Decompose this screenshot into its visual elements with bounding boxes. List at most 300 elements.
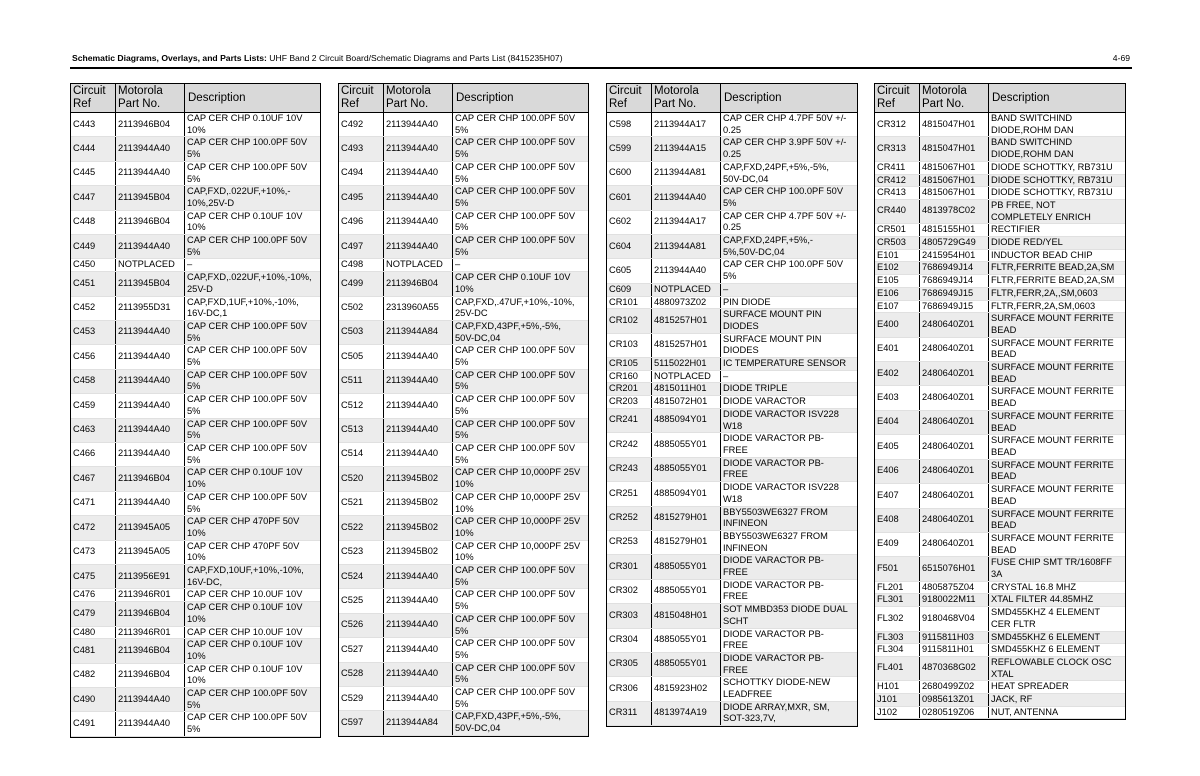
circuit-ref-cell: CR313 bbox=[875, 137, 920, 160]
description-cell: BBY5503WE6327 FROM INFINEON bbox=[723, 530, 828, 553]
part-number-cell: 7686949J14 bbox=[920, 275, 989, 287]
description-cell: CAP CER CHP 100.0PF 50V 5% bbox=[455, 210, 576, 233]
description-cell: CAP,FXD,24PF,+5%,-5%, 50V-DC,04 bbox=[723, 161, 830, 184]
description-cell: DIODE RED/YEL bbox=[991, 237, 1063, 248]
part-number-cell: 4885055Y01 bbox=[652, 555, 721, 578]
description-cell: CAP,FXD,43PF,+5%,-5%, 50V-DC,04 bbox=[455, 320, 562, 343]
table-header bbox=[71, 84, 320, 113]
part-number-cell: 7686949J15 bbox=[920, 301, 989, 313]
circuit-ref-cell: CR302 bbox=[607, 580, 652, 603]
table-row bbox=[875, 694, 1125, 707]
table-row bbox=[71, 589, 320, 602]
description-cell: CAP CER CHP 100.0PF 50V 5% bbox=[455, 369, 576, 392]
part-number-cell: 2113946B04 bbox=[116, 639, 185, 662]
circuit-ref-cell: E403 bbox=[875, 386, 920, 409]
circuit-ref-cell: E106 bbox=[875, 288, 920, 300]
table-row bbox=[607, 297, 857, 310]
circuit-ref-cell: CR251 bbox=[607, 482, 652, 505]
circuit-ref-cell: C447 bbox=[71, 186, 116, 209]
circuit-ref-cell: E404 bbox=[875, 411, 920, 434]
part-number-cell: 2113944A84 bbox=[384, 711, 453, 734]
description-cell: CAP CER CHP 100.0PF 50V 5% bbox=[187, 688, 308, 710]
circuit-ref-cell: CR201 bbox=[607, 383, 652, 395]
table-row bbox=[71, 370, 320, 394]
table-row bbox=[607, 309, 857, 333]
circuit-ref-cell: E407 bbox=[875, 484, 920, 507]
circuit-ref-cell: E402 bbox=[875, 362, 920, 385]
circuit-ref-cell: E107 bbox=[875, 301, 920, 313]
table-row bbox=[71, 272, 320, 296]
table-row bbox=[339, 297, 588, 321]
part-number-cell: 2113944A17 bbox=[652, 211, 721, 234]
part-number-cell: 4815067H01 bbox=[920, 187, 989, 199]
part-number-cell: 2113946B04 bbox=[116, 467, 185, 490]
description-cell: DIODE VARACTOR PB- FREE bbox=[723, 457, 824, 480]
description-cell: CAP CER CHP 100.0PF 50V 5% bbox=[455, 638, 576, 660]
circuit-ref-cell: C523 bbox=[339, 541, 384, 564]
description-cell: FLTR,FERRITE BEAD,2A,SM bbox=[991, 275, 1115, 286]
part-number-cell: NOTPLACED bbox=[384, 259, 453, 271]
circuit-ref-cell: C449 bbox=[71, 235, 116, 258]
circuit-ref-cell: CR305 bbox=[607, 653, 652, 676]
circuit-ref-cell: C525 bbox=[339, 589, 384, 612]
table-row bbox=[607, 235, 857, 259]
circuit-ref-cell: J101 bbox=[875, 694, 920, 706]
part-number-cell: 2113944A40 bbox=[384, 419, 453, 442]
part-number-cell: 4815257H01 bbox=[652, 334, 721, 357]
part-number-cell: 2113944A84 bbox=[384, 321, 453, 344]
circuit-ref-cell: C443 bbox=[71, 113, 116, 136]
description-cell: SMD455KHZ 6 ELEMENT bbox=[991, 631, 1101, 642]
part-number-cell: 2113944A40 bbox=[116, 394, 185, 417]
circuit-ref-cell: E401 bbox=[875, 338, 920, 361]
table-row bbox=[875, 338, 1125, 362]
circuit-ref-cell: E409 bbox=[875, 533, 920, 556]
description-cell: CAP CER CHP 100.0PF 50V 5% bbox=[187, 418, 308, 441]
table-row bbox=[71, 467, 320, 491]
part-number-cell: 4815279H01 bbox=[652, 507, 721, 530]
part-number-cell: 2113945B02 bbox=[384, 467, 453, 490]
circuit-ref-cell: CR306 bbox=[607, 677, 652, 700]
table-header bbox=[607, 84, 857, 113]
part-number-cell: 4885055Y01 bbox=[652, 433, 721, 456]
part-number-cell: 4815011H01 bbox=[652, 383, 721, 395]
part-number-cell: 4815072H01 bbox=[652, 396, 721, 408]
table-header bbox=[339, 84, 588, 113]
part-number-cell: 2113944A40 bbox=[116, 443, 185, 466]
circuit-ref-cell: C527 bbox=[339, 638, 384, 661]
table-row bbox=[875, 509, 1125, 533]
table-row bbox=[71, 541, 320, 565]
description-cell: – bbox=[723, 283, 729, 294]
part-number-cell: 2680499Z02 bbox=[920, 681, 989, 693]
page-header bbox=[72, 52, 1130, 64]
description-cell: DIODE VARACTOR PB- FREE bbox=[723, 652, 824, 675]
circuit-ref-cell: C524 bbox=[339, 565, 384, 588]
header-part-no: Motorola Part No. bbox=[652, 84, 721, 112]
description-cell: DIODE TRIPLE bbox=[723, 383, 788, 394]
description-cell: CAP CER CHP 0.10UF 10V 10% bbox=[455, 272, 571, 294]
circuit-ref-cell: C498 bbox=[339, 259, 384, 271]
part-number-cell: 4885094Y01 bbox=[652, 482, 721, 505]
description-cell: DIODE VARACTOR PB- FREE bbox=[723, 555, 824, 578]
circuit-ref-cell: CR252 bbox=[607, 507, 652, 530]
part-number-cell: 4815047H01 bbox=[920, 137, 989, 160]
part-number-cell: 4805729G49 bbox=[920, 237, 989, 249]
part-number-cell: 2480640Z01 bbox=[920, 313, 989, 336]
circuit-ref-cell: C514 bbox=[339, 443, 384, 466]
table-row bbox=[71, 627, 320, 640]
circuit-ref-cell: C505 bbox=[339, 345, 384, 368]
description-cell: SURFACE MOUNT PIN DIODES bbox=[723, 309, 822, 331]
part-number-cell: 2113946R01 bbox=[116, 627, 185, 639]
circuit-ref-cell: C599 bbox=[607, 137, 652, 160]
part-number-cell: 5115022H01 bbox=[652, 358, 721, 370]
description-cell: DIODE SCHOTTKY, RB731U bbox=[991, 161, 1113, 172]
circuit-ref-cell: C467 bbox=[71, 467, 116, 490]
part-number-cell: 2113946B04 bbox=[116, 113, 185, 136]
circuit-ref-cell: C473 bbox=[71, 541, 116, 564]
table-row bbox=[607, 211, 857, 235]
part-number-cell: 2480640Z01 bbox=[920, 386, 989, 409]
description-cell: CAP CER CHP 100.0PF 50V 5% bbox=[187, 137, 308, 160]
table-row bbox=[875, 557, 1125, 581]
part-number-cell: 2113955D31 bbox=[116, 297, 185, 320]
table-row bbox=[71, 443, 320, 467]
table-row bbox=[875, 386, 1125, 410]
part-number-cell: 4815279H01 bbox=[652, 531, 721, 554]
table-row bbox=[71, 419, 320, 443]
circuit-ref-cell: C445 bbox=[71, 162, 116, 185]
table-row bbox=[875, 137, 1125, 161]
table-row bbox=[71, 297, 320, 321]
description-cell: SURFACE MOUNT FERRITE BEAD bbox=[991, 484, 1114, 506]
description-cell: CAP CER CHP 0.10UF 10V 10% bbox=[187, 663, 303, 686]
description-cell: SURFACE MOUNT FERRITE BEAD bbox=[991, 532, 1114, 555]
table-row bbox=[607, 482, 857, 506]
table-row bbox=[339, 638, 588, 662]
circuit-ref-cell: C529 bbox=[339, 687, 384, 710]
table-row bbox=[71, 688, 320, 712]
circuit-ref-cell: C472 bbox=[71, 516, 116, 539]
circuit-ref-cell: H101 bbox=[875, 681, 920, 693]
description-cell: CAP,FXD,43PF,+5%,-5%, 50V-DC,04 bbox=[455, 711, 562, 734]
circuit-ref-cell: C602 bbox=[607, 211, 652, 234]
description-cell: CAP CER CHP 100.0PF 50V 5% bbox=[455, 113, 576, 135]
table-row bbox=[607, 433, 857, 457]
part-number-cell: 4885094Y01 bbox=[652, 409, 721, 432]
table-row bbox=[607, 555, 857, 579]
header-circuit-ref: Circuit Ref bbox=[607, 84, 652, 112]
table-row bbox=[339, 711, 588, 735]
description-cell: CAP CER CHP 100.0PF 50V 5% bbox=[455, 589, 576, 612]
part-number-cell: 6515076H01 bbox=[920, 557, 989, 580]
part-number-cell: 2113944A40 bbox=[384, 235, 453, 258]
circuit-ref-cell: C503 bbox=[339, 321, 384, 344]
part-number-cell: 4870368G02 bbox=[920, 657, 989, 680]
table-row bbox=[875, 707, 1125, 720]
circuit-ref-cell: CR301 bbox=[607, 555, 652, 578]
table-row bbox=[607, 396, 857, 409]
circuit-ref-cell: C451 bbox=[71, 272, 116, 295]
table-row bbox=[339, 186, 588, 210]
circuit-ref-cell: C448 bbox=[71, 211, 116, 234]
table-row bbox=[339, 113, 588, 137]
table-row bbox=[607, 358, 857, 371]
table-row bbox=[607, 629, 857, 653]
table-row bbox=[339, 211, 588, 235]
circuit-ref-cell: FL303 bbox=[875, 632, 920, 644]
part-number-cell: 7686949J14 bbox=[920, 262, 989, 274]
parts-table-1 bbox=[70, 83, 321, 738]
table-row bbox=[875, 644, 1125, 657]
description-cell: CAP CER CHP 0.10UF 10V 10% bbox=[187, 639, 303, 661]
part-number-cell: 2113944A40 bbox=[384, 687, 453, 710]
table-row bbox=[875, 237, 1125, 250]
circuit-ref-cell: C499 bbox=[339, 272, 384, 295]
circuit-ref-cell: C513 bbox=[339, 419, 384, 442]
part-number-cell: 4885055Y01 bbox=[652, 653, 721, 676]
part-number-cell: 4885055Y01 bbox=[652, 580, 721, 603]
header-title-bold: Schematic Diagrams, Overlays, and Parts Lists: bbox=[72, 53, 267, 63]
table-row bbox=[339, 467, 588, 491]
description-cell: CAP CER CHP 10.0UF 10V bbox=[187, 626, 303, 637]
circuit-ref-cell: C528 bbox=[339, 663, 384, 686]
part-number-cell: 2113945B02 bbox=[384, 541, 453, 564]
circuit-ref-cell: E102 bbox=[875, 262, 920, 274]
part-number-cell: NOTPLACED bbox=[652, 284, 721, 296]
table-row bbox=[339, 589, 588, 613]
description-cell: PB FREE, NOT COMPLETELY ENRICH bbox=[991, 199, 1091, 222]
part-number-cell: 0280519Z06 bbox=[920, 707, 989, 719]
header-rule bbox=[70, 67, 1132, 69]
part-number-cell: 9115811H03 bbox=[920, 632, 989, 644]
part-number-cell: 2313960A55 bbox=[384, 297, 453, 320]
table-row bbox=[339, 259, 588, 272]
circuit-ref-cell: CR103 bbox=[607, 334, 652, 357]
description-cell: SURFACE MOUNT FERRITE BEAD bbox=[991, 337, 1114, 360]
part-number-cell: 2113945A05 bbox=[116, 516, 185, 539]
description-cell: CAP CER CHP 100.0PF 50V 5% bbox=[455, 345, 576, 368]
circuit-ref-cell: CR311 bbox=[607, 702, 652, 725]
description-cell: DIODE VARACTOR ISV228 W18 bbox=[723, 408, 839, 431]
circuit-ref-cell: J102 bbox=[875, 707, 920, 719]
circuit-ref-cell: C494 bbox=[339, 162, 384, 185]
table-body bbox=[607, 113, 857, 726]
circuit-ref-cell: C526 bbox=[339, 614, 384, 637]
description-cell: CAP CER CHP 100.0PF 50V 5% bbox=[723, 186, 844, 208]
description-cell: XTAL FILTER 44.85MHZ bbox=[991, 594, 1094, 605]
circuit-ref-cell: C493 bbox=[339, 137, 384, 160]
table-row bbox=[875, 594, 1125, 607]
part-number-cell: 9180468V04 bbox=[920, 607, 989, 630]
circuit-ref-cell: C521 bbox=[339, 492, 384, 515]
circuit-ref-cell: CR243 bbox=[607, 458, 652, 481]
part-number-cell: 2113944A40 bbox=[116, 345, 185, 368]
description-cell: FUSE CHIP SMT TR/1608FF 3A bbox=[991, 557, 1112, 580]
table-row bbox=[71, 394, 320, 418]
table-row bbox=[339, 394, 588, 418]
table-row bbox=[875, 582, 1125, 595]
circuit-ref-cell: FL302 bbox=[875, 607, 920, 630]
circuit-ref-cell: C600 bbox=[607, 162, 652, 185]
description-cell: BAND SWITCHIND DIODE,ROHM DAN bbox=[991, 137, 1074, 160]
table-row bbox=[339, 516, 588, 540]
parts-table-2 bbox=[338, 83, 589, 737]
part-number-cell: 4815923H02 bbox=[652, 677, 721, 700]
description-cell: CAP CER CHP 100.0PF 50V 5% bbox=[187, 320, 308, 343]
part-number-cell: NOTPLACED bbox=[652, 371, 721, 383]
part-number-cell: 2113945B02 bbox=[384, 492, 453, 515]
part-number-cell: 2113944A40 bbox=[384, 345, 453, 368]
table-row bbox=[607, 383, 857, 396]
circuit-ref-cell: CR203 bbox=[607, 396, 652, 408]
circuit-ref-cell: C456 bbox=[71, 345, 116, 368]
description-cell: SMD455KHZ 6 ELEMENT bbox=[991, 644, 1101, 655]
table-row bbox=[875, 250, 1125, 263]
description-cell: SURFACE MOUNT FERRITE BEAD bbox=[991, 508, 1114, 531]
part-number-cell: 4885055Y01 bbox=[652, 629, 721, 652]
part-number-cell: 4815067H01 bbox=[920, 162, 989, 174]
circuit-ref-cell: CR102 bbox=[607, 309, 652, 332]
table-row bbox=[875, 162, 1125, 175]
part-number-cell: NOTPLACED bbox=[116, 259, 185, 271]
description-cell: CAP CER CHP 100.0PF 50V 5% bbox=[187, 161, 308, 184]
part-number-cell: 2113944A40 bbox=[116, 370, 185, 393]
part-number-cell: 2113945A05 bbox=[116, 541, 185, 564]
description-cell: DIODE SCHOTTKY, RB731U bbox=[991, 174, 1113, 185]
part-number-cell: 2113944A40 bbox=[384, 638, 453, 661]
description-cell: DIODE VARACTOR PB- FREE bbox=[723, 628, 824, 651]
circuit-ref-cell: C512 bbox=[339, 394, 384, 417]
part-number-cell: 2113944A40 bbox=[384, 589, 453, 612]
description-cell: SCHOTTKY DIODE-NEW LEADFREE bbox=[723, 677, 831, 700]
table-row bbox=[875, 288, 1125, 301]
part-number-cell: 2113944A40 bbox=[384, 394, 453, 417]
description-cell: CAP CER CHP 100.0PF 50V 5% bbox=[187, 442, 308, 465]
circuit-ref-cell: C598 bbox=[607, 113, 652, 136]
description-cell: RECTIFIER bbox=[991, 224, 1041, 235]
part-number-cell: 2113944A81 bbox=[652, 162, 721, 185]
part-number-cell: 2113944A17 bbox=[652, 113, 721, 136]
header-description: Description bbox=[724, 92, 782, 104]
circuit-ref-cell: FL304 bbox=[875, 644, 920, 656]
circuit-ref-cell: FL201 bbox=[875, 582, 920, 594]
description-cell: CAP CER CHP 100.0PF 50V 5% bbox=[455, 687, 576, 709]
circuit-ref-cell: C491 bbox=[71, 712, 116, 735]
description-cell: DIODE SCHOTTKY, RB731U bbox=[991, 187, 1113, 198]
part-number-cell: 2113944A40 bbox=[384, 565, 453, 588]
description-cell: CAP CER CHP 100.0PF 50V 5% bbox=[455, 613, 576, 636]
part-number-cell: 2113944A40 bbox=[116, 688, 185, 711]
header-part-no: Motorola Part No. bbox=[116, 84, 185, 112]
circuit-ref-cell: CR503 bbox=[875, 237, 920, 249]
circuit-ref-cell: C495 bbox=[339, 186, 384, 209]
part-number-cell: 2113946R01 bbox=[116, 589, 185, 601]
table-row bbox=[875, 484, 1125, 508]
circuit-ref-cell: C482 bbox=[71, 664, 116, 687]
part-number-cell: 2113944A40 bbox=[384, 211, 453, 234]
table-row bbox=[71, 345, 320, 369]
part-number-cell: 2113944A40 bbox=[384, 614, 453, 637]
table-row bbox=[607, 162, 857, 186]
table-row bbox=[607, 531, 857, 555]
description-cell: DIODE VARACTOR ISV228 W18 bbox=[723, 482, 839, 504]
description-cell: SURFACE MOUNT FERRITE BEAD bbox=[991, 435, 1114, 457]
parts-table-3 bbox=[606, 83, 858, 727]
part-number-cell: 2480640Z01 bbox=[920, 484, 989, 507]
table-row bbox=[607, 653, 857, 677]
description-cell: CAP CER CHP 0.10UF 10V 10% bbox=[187, 113, 303, 135]
table-row bbox=[607, 259, 857, 283]
description-cell: FLTR,FERR,2A,SM,0603 bbox=[991, 300, 1096, 311]
description-cell: CRYSTAL 16.8 MHZ bbox=[991, 581, 1077, 592]
description-cell: HEAT SPREADER bbox=[991, 681, 1069, 692]
description-cell: CAP CER CHP 4.7PF 50V +/- 0.25 bbox=[723, 210, 847, 233]
table-row bbox=[71, 565, 320, 589]
circuit-ref-cell: C520 bbox=[339, 467, 384, 490]
description-cell: FLTR,FERRITE BEAD,2A,SM bbox=[991, 262, 1115, 273]
circuit-ref-cell: CR105 bbox=[607, 358, 652, 370]
description-cell: CAP,FXD,.022UF,+10%,- 10%,25V-D bbox=[187, 186, 291, 208]
part-number-cell: 2113946B04 bbox=[116, 664, 185, 687]
part-number-cell: 2113944A15 bbox=[652, 137, 721, 160]
description-cell: CAP CER CHP 100.0PF 50V 5% bbox=[187, 491, 308, 514]
circuit-ref-cell: CR501 bbox=[875, 224, 920, 236]
description-cell: BAND SWITCHIND DIODE,ROHM DAN bbox=[991, 113, 1074, 135]
table-row bbox=[71, 602, 320, 626]
part-number-cell: 2113944A40 bbox=[384, 663, 453, 686]
part-number-cell: 2113944A40 bbox=[652, 259, 721, 282]
table-row bbox=[71, 211, 320, 235]
table-row bbox=[339, 235, 588, 259]
table-row bbox=[875, 362, 1125, 386]
part-number-cell: 2113944A40 bbox=[384, 113, 453, 136]
part-number-cell: 2113944A40 bbox=[384, 443, 453, 466]
table-row bbox=[607, 604, 857, 628]
part-number-cell: 4885055Y01 bbox=[652, 458, 721, 481]
table-row bbox=[71, 492, 320, 516]
header-circuit-ref: Circuit Ref bbox=[339, 84, 384, 112]
part-number-cell: 2415954H01 bbox=[920, 250, 989, 262]
circuit-ref-cell: CR160 bbox=[607, 371, 652, 383]
description-cell: CAP CER CHP 100.0PF 50V 5% bbox=[455, 418, 576, 441]
description-cell: – bbox=[187, 259, 193, 270]
table-row bbox=[339, 541, 588, 565]
table-row bbox=[875, 435, 1125, 459]
header-circuit-ref: Circuit Ref bbox=[875, 84, 920, 112]
description-cell: CAP CER CHP 10,000PF 25V 10% bbox=[455, 516, 581, 538]
table-row bbox=[339, 443, 588, 467]
circuit-ref-cell: C481 bbox=[71, 639, 116, 662]
circuit-ref-cell: E105 bbox=[875, 275, 920, 287]
table-body bbox=[339, 113, 588, 736]
part-number-cell: 4805875Z04 bbox=[920, 582, 989, 594]
description-cell: SURFACE MOUNT FERRITE BEAD bbox=[991, 459, 1114, 482]
table-row bbox=[71, 162, 320, 186]
header-description: Description bbox=[188, 92, 246, 104]
table-row bbox=[71, 712, 320, 736]
part-number-cell: 2113944A81 bbox=[652, 235, 721, 258]
table-row bbox=[339, 321, 588, 345]
circuit-ref-cell: CR312 bbox=[875, 113, 920, 136]
table-row bbox=[71, 186, 320, 210]
header-description: Description bbox=[992, 92, 1050, 104]
table-row bbox=[607, 137, 857, 161]
table-row bbox=[875, 301, 1125, 314]
table-row bbox=[607, 113, 857, 137]
circuit-ref-cell: FL301 bbox=[875, 594, 920, 606]
